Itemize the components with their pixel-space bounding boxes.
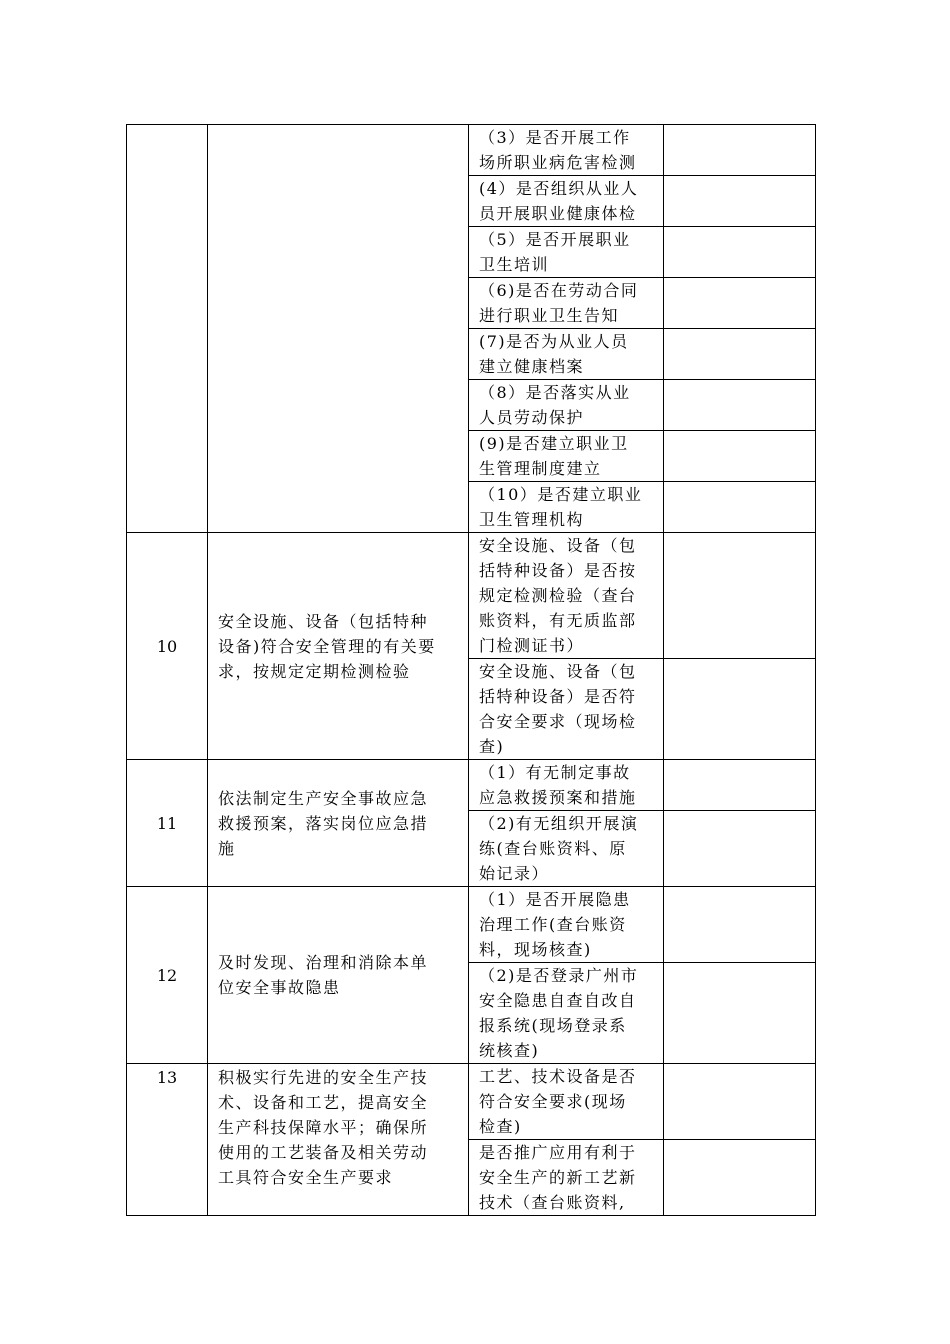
check-item-line: 卫生培训 <box>479 255 550 274</box>
check-item-line: 账资料，有无质监部 <box>479 611 637 630</box>
requirement-line: 救援预案，落实岗位应急措 <box>218 813 429 833</box>
check-item-cell <box>469 431 664 482</box>
result-cell[interactable] <box>664 227 816 278</box>
requirement-cell <box>208 887 469 1064</box>
check-item-line: 合安全要求（现场检 <box>479 712 637 731</box>
check-item-line: 应急救援预案和措施 <box>479 788 637 807</box>
item-number-cell <box>127 125 208 533</box>
requirement-line: 求，按规定定期检测检验 <box>218 661 411 681</box>
check-item-cell <box>469 887 664 963</box>
check-item-cell <box>469 1064 664 1140</box>
requirement-cell <box>208 760 469 887</box>
item-number: 12 <box>156 965 178 985</box>
requirement-cell <box>208 533 469 760</box>
check-item-cell <box>469 963 664 1064</box>
requirement-cell <box>208 1064 469 1216</box>
check-item-line: 技术（查台账资料, <box>479 1193 626 1212</box>
table-row <box>127 760 816 811</box>
requirement-line: 设备)符合安全管理的有关要 <box>218 636 436 656</box>
requirement-line: 工具符合安全生产要求 <box>218 1168 394 1187</box>
requirement-line: 依法制定生产安全事故应急 <box>218 788 429 808</box>
check-item-line: （6)是否在劳动合同 <box>479 281 639 300</box>
result-cell[interactable] <box>664 659 816 760</box>
check-item-line: （3）是否开展工作 <box>479 128 631 147</box>
check-item-line: （5）是否开展职业 <box>479 230 631 249</box>
check-item-line: (9)是否建立职业卫 <box>479 434 629 453</box>
table-row <box>127 887 816 963</box>
requirement-line: 生产科技保障水平；确保所 <box>218 1118 429 1137</box>
result-cell[interactable] <box>664 887 816 963</box>
check-item-line: 安全隐患自查自改自 <box>479 991 637 1010</box>
check-item-line: 是否推广应用有利于 <box>479 1143 637 1162</box>
check-item-line: 练(查台账资料、原 <box>479 839 627 858</box>
item-number: 13 <box>156 1068 178 1087</box>
check-item-line: 场所职业病危害检测 <box>479 153 637 172</box>
check-item-cell <box>469 380 664 431</box>
check-item-cell <box>469 329 664 380</box>
check-item-line: 规定检测检验（查台 <box>479 586 637 605</box>
check-item-line: 生管理制度建立 <box>479 459 602 478</box>
check-item-line: 卫生管理机构 <box>479 510 585 529</box>
check-item-line: 始记录） <box>479 864 550 883</box>
requirement-line: 及时发现、治理和消除本单 <box>218 953 429 972</box>
check-item-line: 报系统(现场登录系 <box>479 1016 627 1035</box>
check-item-line: 括特种设备）是否符 <box>479 687 637 706</box>
check-item-cell <box>469 125 664 176</box>
check-item-line: 员开展职业健康体检 <box>479 204 637 223</box>
check-item-line: (7)是否为从业人员 <box>479 332 629 351</box>
check-item-line: 符合安全要求(现场 <box>479 1092 627 1111</box>
check-item-cell <box>469 659 664 760</box>
requirement-line: 安全设施、设备（包括特种 <box>218 611 429 631</box>
result-cell[interactable] <box>664 329 816 380</box>
check-item-cell <box>469 278 664 329</box>
check-item-line: （10）是否建立职业 <box>479 485 643 504</box>
safety-inspection-table <box>126 124 816 1216</box>
check-item-line: 人员劳动保护 <box>479 408 585 427</box>
check-item-line: 安全设施、设备（包 <box>479 662 637 681</box>
check-item-line: (4）是否组织从业人 <box>479 179 639 198</box>
table-row <box>127 533 816 659</box>
check-item-line: 安全设施、设备（包 <box>479 536 637 555</box>
requirement-line: 术、设备和工艺，提高安全 <box>218 1093 429 1112</box>
check-item-cell <box>469 1140 664 1216</box>
check-item-cell <box>469 482 664 533</box>
requirement-line: 积极实行先进的安全生产技 <box>218 1068 429 1087</box>
check-item-line: （2)有无组织开展演 <box>479 814 639 833</box>
item-number: 10 <box>156 636 178 656</box>
requirement-cell <box>208 125 469 533</box>
check-item-cell <box>469 227 664 278</box>
check-item-cell <box>469 533 664 659</box>
item-number-cell <box>127 1064 208 1216</box>
result-cell[interactable] <box>664 176 816 227</box>
result-cell[interactable] <box>664 380 816 431</box>
check-item-line: （8）是否落实从业 <box>479 383 631 402</box>
item-number-cell <box>127 760 208 887</box>
table-row <box>127 1064 816 1140</box>
result-cell[interactable] <box>664 760 816 811</box>
item-number-cell <box>127 533 208 760</box>
check-item-cell <box>469 176 664 227</box>
result-cell[interactable] <box>664 431 816 482</box>
check-item-line: 门检测证书） <box>479 636 585 655</box>
check-item-line: （2)是否登录广州市 <box>479 966 639 985</box>
check-item-line: 查) <box>479 737 505 756</box>
requirement-line: 施 <box>218 838 236 858</box>
result-cell[interactable] <box>664 1140 816 1216</box>
result-cell[interactable] <box>664 1064 816 1140</box>
check-item-line: 安全生产的新工艺新 <box>479 1168 637 1187</box>
check-item-cell <box>469 811 664 887</box>
item-number: 11 <box>156 813 178 833</box>
check-item-line: 工艺、技术设备是否 <box>479 1067 637 1086</box>
item-number-cell <box>127 887 208 1064</box>
requirement-line: 位安全事故隐患 <box>218 978 341 997</box>
check-item-line: 检查) <box>479 1117 522 1136</box>
check-item-line: 料，现场核查) <box>479 940 592 959</box>
check-item-line: （1）有无制定事故 <box>479 763 631 782</box>
check-item-cell <box>469 760 664 811</box>
result-cell[interactable] <box>664 811 816 887</box>
check-item-line: （1）是否开展隐患 <box>479 890 631 909</box>
check-item-line: 括特种设备）是否按 <box>479 561 637 580</box>
result-cell[interactable] <box>664 963 816 1064</box>
result-cell[interactable] <box>664 278 816 329</box>
requirement-line: 使用的工艺装备及相关劳动 <box>218 1143 429 1162</box>
check-item-line: 进行职业卫生告知 <box>479 306 620 325</box>
check-item-line: 治理工作(查台账资 <box>479 915 627 934</box>
result-cell[interactable] <box>664 533 816 659</box>
check-item-line: 统核查) <box>479 1041 540 1060</box>
table-row <box>127 125 816 176</box>
result-cell[interactable] <box>664 125 816 176</box>
check-item-line: 建立健康档案 <box>479 357 585 376</box>
result-cell[interactable] <box>664 482 816 533</box>
